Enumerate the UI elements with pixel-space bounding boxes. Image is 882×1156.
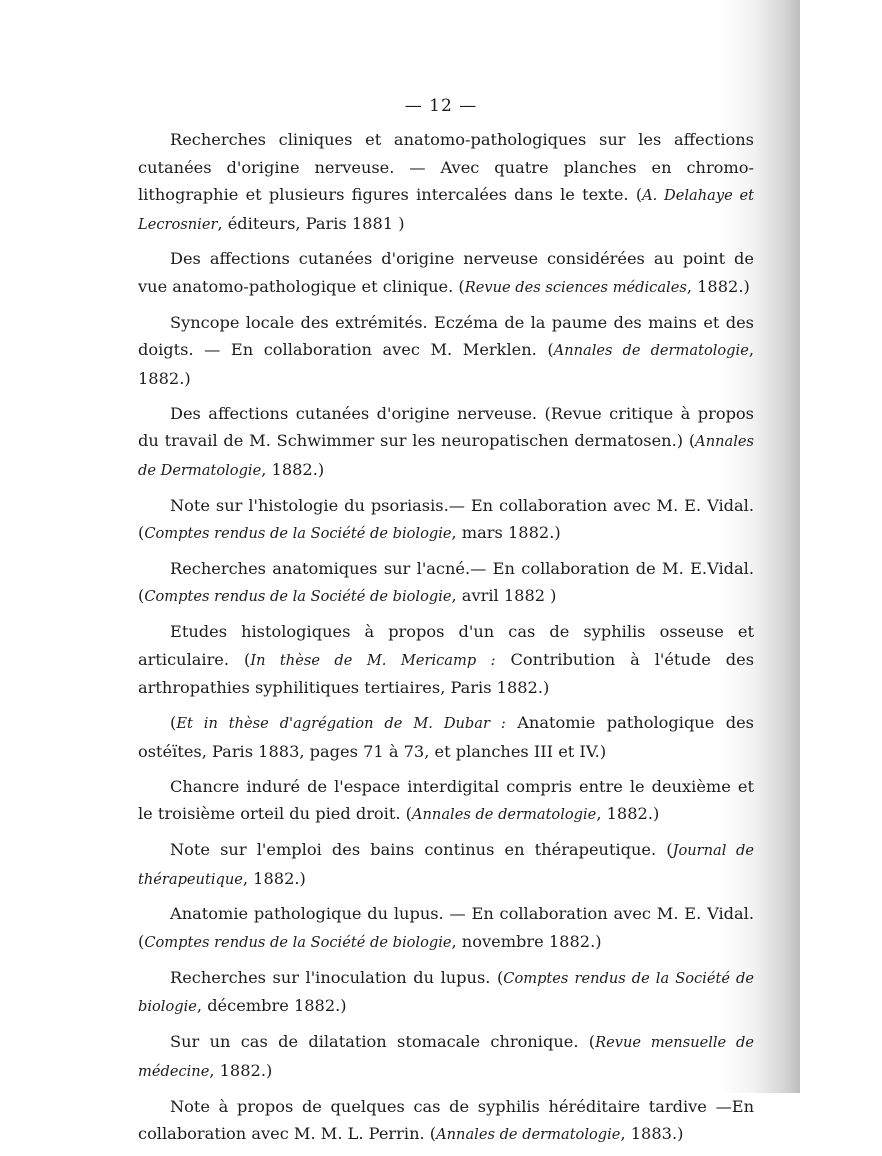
publication-entry [138, 964, 754, 1021]
entry-after: , avril 1882 ) [451, 586, 557, 606]
entry-source: A. Delahaye et Lecrosnier [138, 187, 754, 233]
publication-entry [138, 773, 754, 829]
entry-text: Note sur l'emploi des bains continus en thérapeutique. ( [170, 840, 673, 860]
entry-after: Anatomie pathologique des ostéïtes, Paris 1883, pages 71 à 73, et planches III et IV.) [138, 713, 754, 761]
entry-text: Sur un cas de dilatation stomacale chronique. ( [170, 1032, 596, 1052]
publication-entry [138, 555, 754, 611]
entry-source: Journal de thérapeutique [138, 842, 754, 888]
entry-text: Des affections cutanées d'origine nerveuse considérées au point de vue anatomo-pathologique et clinique. ( [138, 249, 754, 296]
entry-source: Comptes rendus de la Société de biologie [144, 933, 452, 951]
entry-after: , 1882.) [261, 459, 325, 479]
entry-text: Recherches cliniques et anatomo-pathologiques sur les affections cutanées d'origine nerveuse. — Avec quatre planches en chromo-lithographie et plusieurs figures intercalées dans le texte. ( [138, 130, 754, 204]
entry-after: , 1882.) [596, 804, 660, 824]
entry-source: Et in thèse d'agrégation de M. Dubar : [176, 715, 506, 733]
publication-entry [138, 126, 754, 238]
publication-entry [138, 1093, 754, 1149]
entry-after: , mars 1882.) [451, 523, 561, 543]
entry-after: , décembre 1882.) [196, 996, 347, 1016]
entry-text: Etudes histologiques à propos d'un cas de syphilis osseuse et articulaire. ( [138, 622, 754, 669]
entry-after: , éditeurs, Paris 1881 ) [217, 213, 405, 233]
entry-source: Annales de dermatologie [411, 806, 597, 824]
entry-source: Annales de dermatologie [553, 342, 749, 360]
publication-entry [138, 400, 754, 485]
entry-source: Annales de Dermatologie [138, 433, 754, 479]
entry-text: Anatomie pathologique du lupus. — En collaboration avec M. E. Vidal. ( [138, 904, 754, 951]
entry-after: , novembre 1882.) [451, 931, 602, 951]
publication-entry [138, 309, 754, 393]
entry-after: , 1882.) [686, 276, 750, 296]
entry-after: , 1882.) [242, 868, 306, 888]
entry-text: Recherches sur l'inoculation du lupus. ( [170, 967, 504, 987]
entry-source: Revue des sciences médicales [464, 278, 687, 296]
entry-text: Syncope locale des extrémités. Eczéma de la paume des mains et des doigts. — En collaboration avec M. Merklen. ( [138, 312, 754, 360]
entry-source: Annales de dermatologie [436, 1126, 621, 1144]
entry-after: , 1882.) [138, 340, 754, 388]
entry-after: , 1882.) [209, 1060, 273, 1080]
entry-source: Revue mensuelle de médecine [138, 1034, 754, 1080]
publication-entry [138, 492, 754, 548]
entry-after: Contribution à l'étude des arthropathies syphilitiques tertiaires, Paris 1882.) [138, 649, 754, 698]
entry-text: Note sur l'histologie du psoriasis.— En collaboration avec M. E. Vidal. ( [138, 495, 754, 543]
entry-after: , 1883.) [620, 1124, 684, 1144]
publication-entry [138, 900, 754, 956]
publication-entry [138, 618, 754, 702]
entry-source: Comptes rendus de la Société de biologie [144, 525, 452, 543]
publication-entry [138, 836, 754, 893]
entry-source: Comptes rendus de la Société de biologie [144, 588, 452, 606]
publication-list [138, 126, 754, 1156]
publication-entry [138, 1028, 754, 1085]
entry-source: In thèse de M. Mericamp : [250, 651, 496, 669]
entry-text: Des affections cutanées d'origine nerveuse. (Revue critique à propos du travail de M. Schwimmer sur les neuropatischen dermatosen.) ( [138, 403, 754, 451]
entry-source: Comptes rendus de la Société de biologie [138, 969, 754, 1016]
page-number: — 12 — [404, 96, 478, 116]
entry-text: Recherches anatomiques sur l'acné.— En collaboration de M. E.Vidal. ( [138, 558, 754, 606]
publication-entry [138, 709, 754, 765]
publication-entry [138, 245, 754, 301]
entry-text: Chancre induré de l'espace interdigital compris entre le deuxième et le troisième orteil du pied droit. ( [138, 776, 754, 824]
entry-text: ( [170, 713, 177, 733]
entry-text: Note à propos de quelques cas de syphilis héréditaire tardive —En collaboration avec M. M. L. Perrin. ( [138, 1096, 754, 1144]
